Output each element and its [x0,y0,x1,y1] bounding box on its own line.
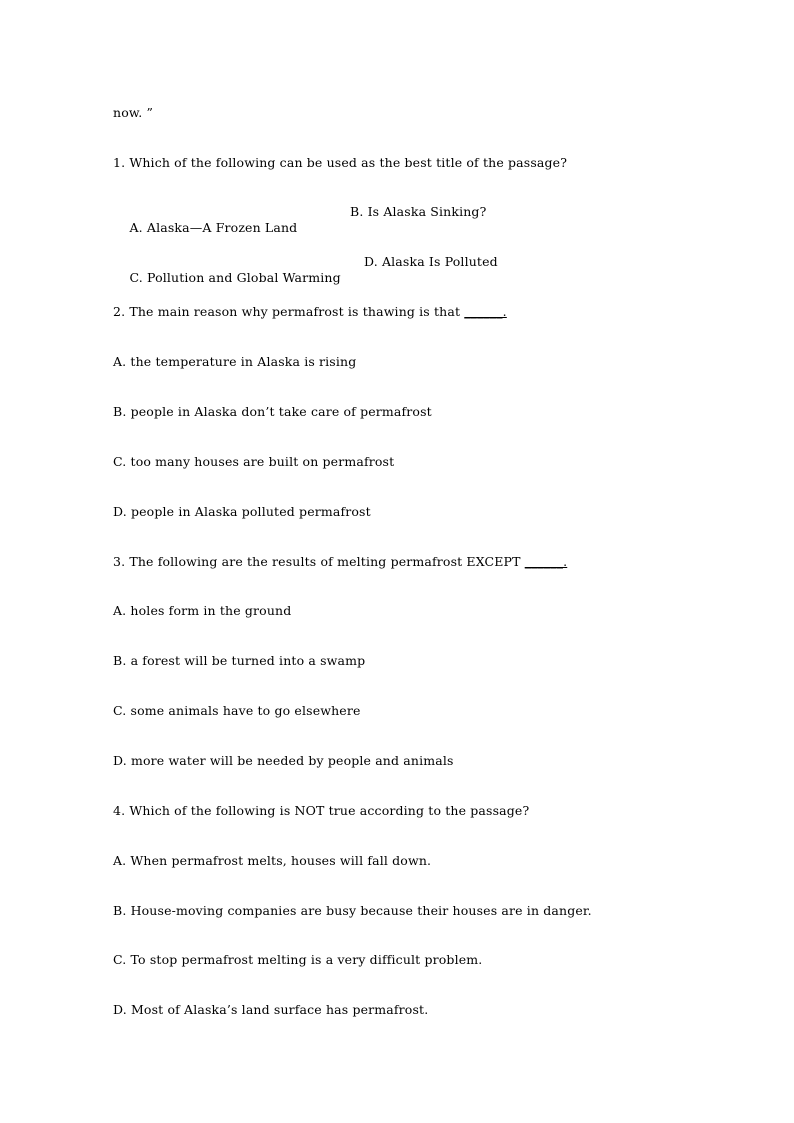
question-2-stem: 2. The main reason why permafrost is thawing is that [113,304,461,319]
question-1-stem: 1. Which of the following can be used as the best title of the passage? [113,155,568,170]
question-2-option-d: D. people in Alaska polluted permafrost [113,504,371,519]
question-4-option-c: C. To stop permafrost melting is a very difficult problem. [113,952,483,967]
question-3-blank: ______. [524,554,568,569]
question-2-option-a: A. the temperature in Alaska is rising [113,354,357,369]
question-1-option-a: A. Alaska—A Frozen Land [129,220,298,235]
question-3-option-d: D. more water will be needed by people and animals [113,753,454,768]
question-4-option-d: D. Most of Alaska’s land surface has permafrost. [113,1002,429,1017]
question-2-option-c: C. too many houses are built on permafrost [113,454,395,469]
question-3-option-a: A. holes form in the ground [113,603,292,618]
question-3-option-b: B. a forest will be turned into a swamp [113,653,366,668]
question-1-option-d: D. Alaska Is Polluted [364,254,498,269]
question-3-option-c: C. some animals have to go elsewhere [113,703,361,718]
question-4-stem: 4. Which of the following is NOT true according to the passage? [113,803,530,818]
question-3-stem-line [113,554,567,570]
question-1-option-b: B. Is Alaska Sinking? [350,204,487,219]
question-1-option-c: C. Pollution and Global Warming [129,270,341,285]
question-4-option-a: A. When permafrost melts, houses will fall down. [113,853,432,868]
question-2-blank: ______. [464,304,507,319]
question-4-option-b: B. House-moving companies are busy because their houses are in danger. [113,903,592,918]
passage-continuation: now. ” [113,105,154,120]
exam-page [113,0,753,1123]
question-2-stem-line [113,304,507,320]
question-2-option-b: B. people in Alaska don’t take care of permafrost [113,404,432,419]
question-3-stem: 3. The following are the results of melting permafrost EXCEPT [113,554,521,569]
